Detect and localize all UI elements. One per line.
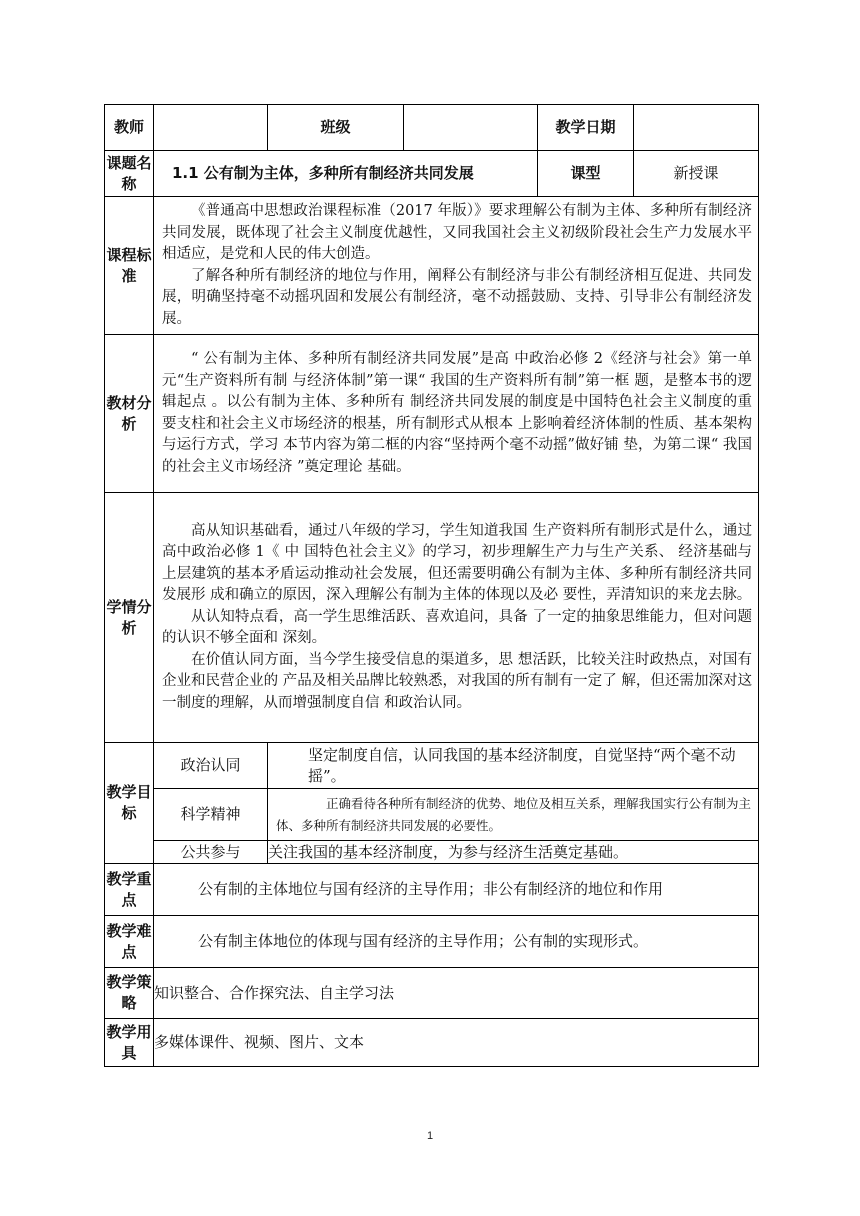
goals-label: 教学目标 xyxy=(105,743,154,864)
header-row xyxy=(105,105,759,151)
lesson-plan-table xyxy=(104,104,759,1067)
difficulties-row xyxy=(105,916,759,968)
goal-row-1 xyxy=(105,743,759,789)
teacher-label: 教师 xyxy=(105,105,154,151)
tools-label: 教学用具 xyxy=(105,1019,154,1067)
key-points-text: 公有制的主体地位与国有经济的主导作用；非公有制经济的地位和作用 xyxy=(154,864,759,916)
students-content xyxy=(154,493,759,743)
material-label: 教材分析 xyxy=(105,335,154,493)
goal-2-text-cell xyxy=(268,789,759,841)
material-content xyxy=(154,335,759,493)
goal-3-name: 公共参与 xyxy=(154,841,268,864)
strategy-label: 教学策略 xyxy=(105,968,154,1019)
students-paragraph-2: 从认知特点看，高一学生思维活跃、喜欢追问，具备 了一定的抽象思维能力，但对问题的认识不够全面和 深刻。 xyxy=(162,608,752,647)
goal-2-name: 科学精神 xyxy=(154,789,268,841)
standard-paragraph-2: 了解各种所有制经济的地位与作用，阐释公有制经济与非公有制经济相互促进、共同发展，明确坚持毫不动摇巩固和发展公有制经济，毫不动摇鼓励、支持、引导非公有制经济发展。 xyxy=(162,267,752,327)
goal-2-text: 正确看待各种所有制经济的优势、地位及相互关系，理解我国实行公有制为主体、多种所有制经济共同发展的必要性。 xyxy=(276,795,752,833)
topic-title: 1.1 公有制为主体，多种所有制经济共同发展 xyxy=(154,151,538,197)
class-label: 班级 xyxy=(268,105,404,151)
material-paragraph-1: “ 公有制为主体、多种所有制经济共同发展”是高 中政治必修 2《经济与社会》第一单元“生产资料所有制 与经济体制”第一课“ 我国的生产资料所有制”第一框 题，是整本书的逻辑起点 。以公有制为主体、多种所有 制经济共同发展的制度是中国特色社会主义制度的重 要支柱和社会主义市场经济的根基，所有制形式从根本 上影响着经济体制的性质、基本架构与运行方式，学习 本节内容为第二框的内容“坚持两个毫不动摇”做好铺 垫，为第二课“ 我国的社会主义市场经济 ”奠定理论 基础。 xyxy=(162,351,752,475)
standard-paragraph-1: 《普通高中思想政治课程标准（2017 年版）》要求理解公有制为主体、多种所有制经济共同发展，既体现了社会主义制度优越性，又同我国社会主义初级阶段社会生产力发展水平相适应，是党和人民的伟大创造。 xyxy=(162,203,752,262)
date-value xyxy=(634,105,759,151)
standard-row xyxy=(105,197,759,335)
difficulties-label: 教学难点 xyxy=(105,916,154,968)
class-value xyxy=(404,105,538,151)
key-points-label: 教学重点 xyxy=(105,864,154,916)
students-paragraph-3: 在价值认同方面，当今学生接受信息的渠道多，思 想活跃，比较关注时政热点，对国有企业和民营企业的 产品及相关品牌比较熟悉，对我国的所有制有一定了 解，但还需加深对这一制度的理解，从而增强制度自信 和政治认同。 xyxy=(162,651,752,711)
tools-row xyxy=(105,1019,759,1067)
key-points-row xyxy=(105,864,759,916)
goal-3-text: 关注我国的基本经济制度，为参与经济生活奠定基础。 xyxy=(268,841,759,864)
students-row xyxy=(105,493,759,743)
difficulties-text: 公有制主体地位的体现与国有经济的主导作用；公有制的实现形式。 xyxy=(154,916,759,968)
strategy-row xyxy=(105,968,759,1019)
date-label: 教学日期 xyxy=(538,105,634,151)
strategy-text: 知识整合、合作探究法、自主学习法 xyxy=(154,968,759,1019)
page-number: 1 xyxy=(426,1130,434,1142)
students-label: 学情分析 xyxy=(105,493,154,743)
students-paragraph-1: 高从知识基础看，通过八年级的学习，学生知道我国 生产资料所有制形式是什么，通过高中政治必修 1《 中 国特色社会主义》的学习，初步理解生产力与生产关系、 经济基础与上层建筑的基本矛盾运动推动社会发展，但还需要明确公有制为主体、多种所有制经济共同发展形 成和确立的原因，深入理解公有制为主体的体现以及必 要性，弄清知识的来龙去脉。 xyxy=(162,522,752,604)
topic-row xyxy=(105,151,759,197)
teacher-value xyxy=(154,105,268,151)
goal-1-text-cell xyxy=(268,743,759,789)
material-row xyxy=(105,335,759,493)
standard-content xyxy=(154,197,759,335)
topic-label: 课题名称 xyxy=(105,151,154,197)
lesson-type-label: 课型 xyxy=(538,151,634,197)
goal-row-3 xyxy=(105,841,759,864)
goal-1-name: 政治认同 xyxy=(154,743,268,789)
standard-label: 课程标准 xyxy=(105,197,154,335)
tools-text: 多媒体课件、视频、图片、文本 xyxy=(154,1019,759,1067)
goal-1-text: 坚定制度自信，认同我国的基本经济制度，自觉坚持“两个毫不动摇”。 xyxy=(308,745,736,785)
goal-row-2 xyxy=(105,789,759,841)
lesson-type-value: 新授课 xyxy=(634,151,759,197)
